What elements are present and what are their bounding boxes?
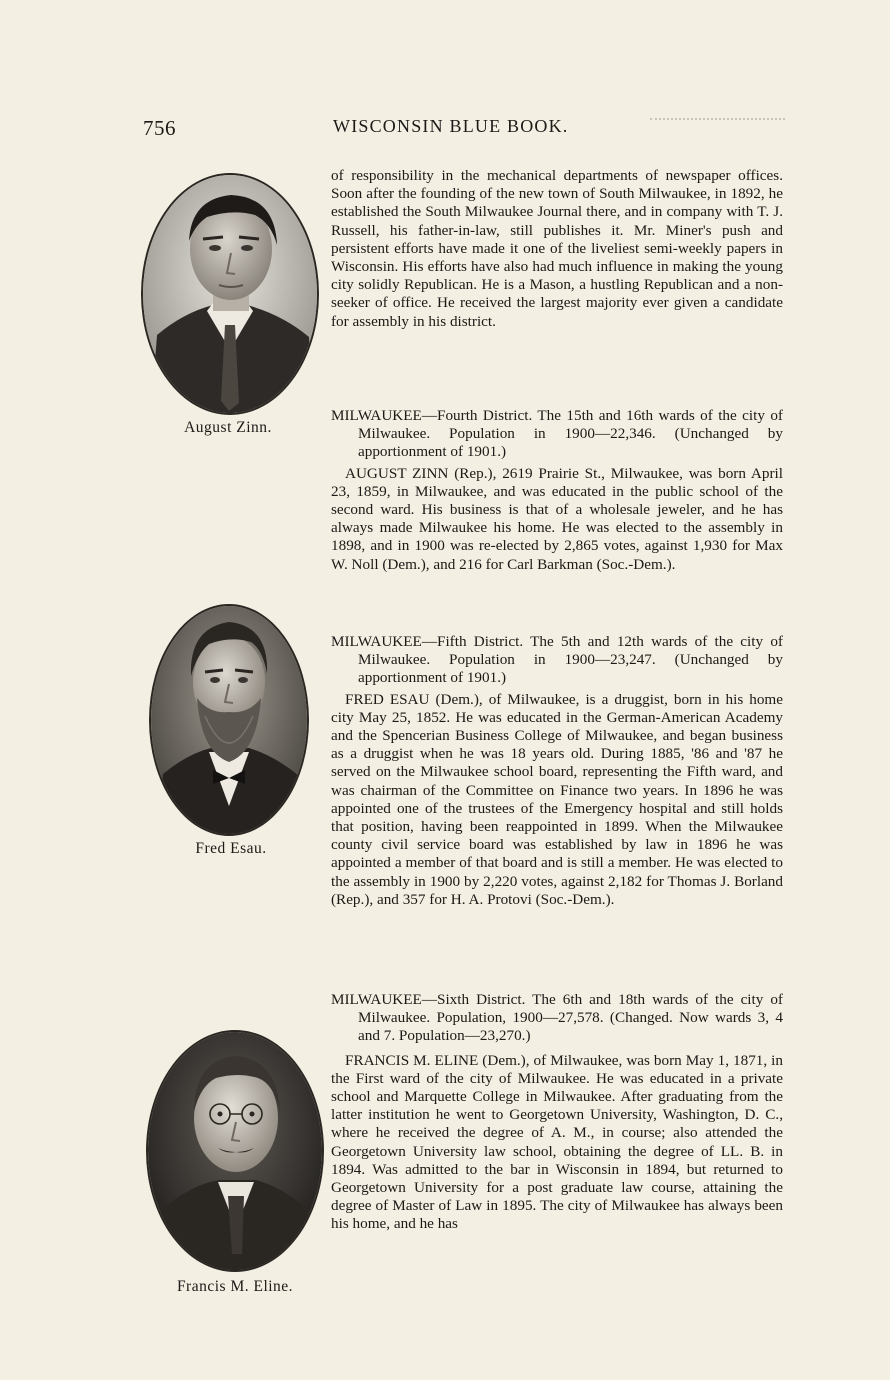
text-block-fourth-district	[331, 407, 783, 574]
portrait-fred-esau	[149, 604, 309, 836]
portrait-photo	[143, 175, 317, 413]
bio-francis-m-eline: FRANCIS M. ELINE (Dem.), of Milwaukee, was born May 1, 1871, in the First ward of the city of Milwaukee. He was educated in a private school and Marquette College in Milwaukee. After graduating from the latter institution he went to Georgetown University, Washington, D. C., where he received the degree of A. M., in course; also attended the Georgetown University law school, obtaining the degree of LL. B. in 1894. Was admitted to the bar in Wisconsin in 1894, but returned to Georgetown University for a post graduate law course, attaining the degree of Master of Law in 1895. The city of Milwaukee has always been his home, and he has	[331, 1051, 783, 1233]
district-heading-fourth: MILWAUKEE—Fourth District. The 15th and 16th wards of the city of Milwaukee. Population in 1900—22,346. (Unchanged by apportionment of 1901.)	[331, 407, 783, 461]
text-block-fifth-district	[331, 633, 783, 909]
caption-fred-esau: Fred Esau.	[195, 840, 267, 857]
caption-francis-m-eline: Francis M. Eline.	[176, 1278, 294, 1295]
portrait-photo	[148, 1032, 322, 1270]
district-heading-sixth: MILWAUKEE—Sixth District. The 6th and 18th wards of the city of Milwaukee. Population, 1900—27,578. (Changed. Now wards 3, 4 and 7. Population—23,270.)	[331, 991, 783, 1045]
portrait-august-zinn	[141, 173, 319, 415]
district-heading-fifth: MILWAUKEE—Fifth District. The 5th and 12th wards of the city of Milwaukee. Population in 1900—23,247. (Unchanged by apportionment of 1901.)	[331, 633, 783, 687]
bio-fred-esau: FRED ESAU (Dem.), of Milwaukee, is a druggist, born in his home city May 25, 1852. He was educated in the German-American Academy and the Spencerian Business College of Milwaukee, and began business as a druggist when he was 18 years old. During 1885, '86 and '87 he served on the Milwaukee school board, representing the Fifth ward, and was chairman of the Committee on Finance two years. In 1896 he was appointed one of the trustees of the Emergency hospital and still holds that position, having been reappointed in 1899. When the Milwaukee county civil service board was established by law in 1896 he was appointed a member of that board and is still a member. He was elected to the assembly in 1900 by 2,220 votes, against 2,182 for Thomas J. Borland (Rep.), and 357 for H. A. Protovi (Soc.-Dem.).	[331, 690, 783, 908]
caption-august-zinn: August Zinn.	[184, 419, 272, 436]
running-head: WISCONSIN BLUE BOOK.	[333, 116, 569, 136]
faint-print-mark	[650, 118, 785, 128]
text-block-continuation	[331, 167, 783, 331]
portrait-photo	[151, 606, 307, 834]
portrait-francis-m-eline	[146, 1030, 324, 1272]
text-block-sixth-district	[331, 991, 783, 1234]
paragraph-continuation: of responsibility in the mechanical departments of newspaper offices. Soon after the founding of the new town of South Milwaukee, in 1892, he established the South Milwaukee Journal there, and in company with T. J. Russell, his father-in-law, still publishes it. Mr. Miner's push and persistent efforts have made it one of the liveliest semi-weekly papers in Wisconsin. His efforts have also had much influence in making the young city solidly Republican. He is a Mason, a hustling Republican and a non-seeker of office. He received the largest majority ever given a candidate for assembly in his district.	[331, 167, 783, 330]
bio-august-zinn: AUGUST ZINN (Rep.), 2619 Prairie St., Milwaukee, was born April 23, 1859, in Milwaukee, and was educated in the public school of the second ward. His business is that of a wholesale jeweler, and he has always made Milwaukee his home. He was elected to the assembly in 1898, and in 1900 was re-elected by 2,865 votes, against 1,930 for Max W. Noll (Dem.), and 216 for Carl Barkman (Soc.-Dem.).	[331, 464, 783, 573]
page-number: 756	[143, 116, 176, 140]
